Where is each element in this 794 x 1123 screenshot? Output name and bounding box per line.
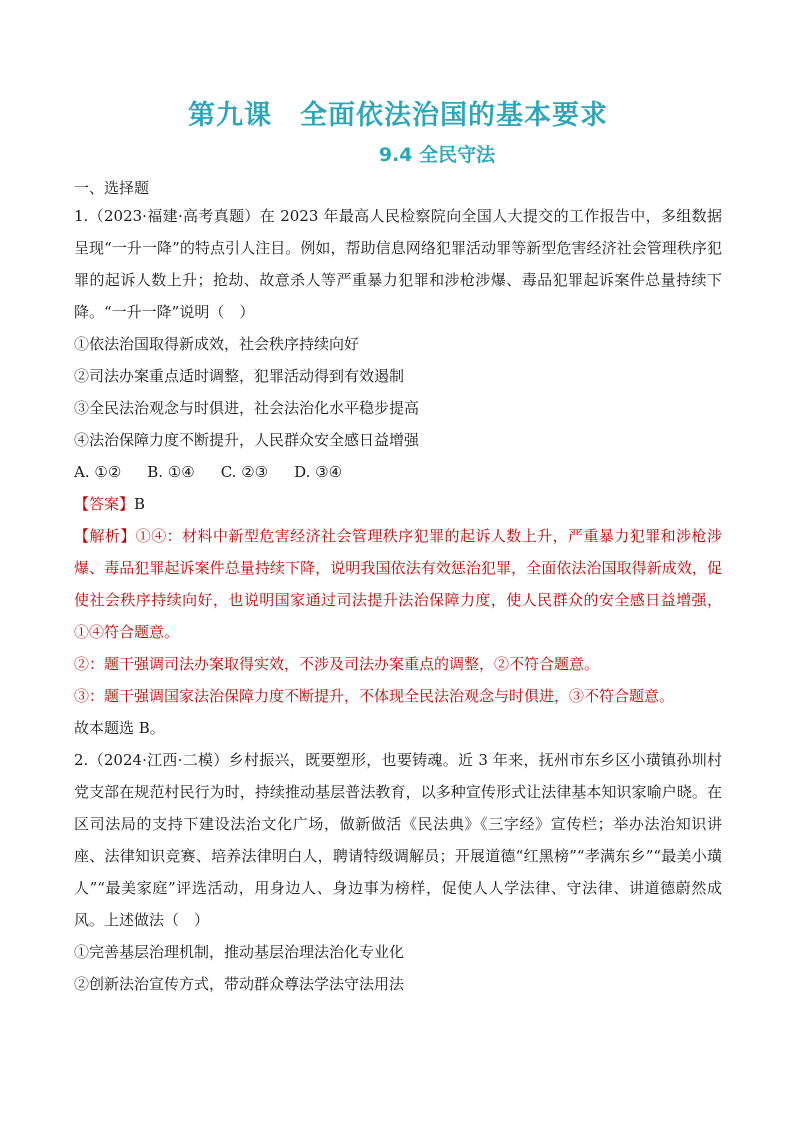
lesson-subtitle: 9.4 全民守法	[378, 144, 496, 166]
analysis-point-2: ②：题干强调司法办案取得实效，不涉及司法办案重点的调整，②不符合题意。	[74, 655, 600, 673]
statement-item: ①完善基层治理机制，推动基层治理法治化专业化	[74, 943, 405, 961]
section-heading: 一、选择题	[74, 179, 150, 197]
statement-item: ④法治保障力度不断提升，人民群众安全感日益增强	[74, 431, 420, 449]
statement-item: ②司法办案重点适时调整，犯罪活动得到有效遏制	[74, 367, 405, 385]
question-stem: 1.（2023·福建·高考真题）在 2023 年最高人民检察院向全国人大提交的工作报告中，多组数据呈现“一升一降”的特点引人注目。例如，帮助信息网络犯罪活动罪等新型危害经济社会管理秩序犯罪的起诉人数上升；抢劫、故意杀人等严重暴力犯罪和涉枪涉爆、毒品犯罪起诉案件总量持续下降。“一升一降”说明（ ）	[74, 207, 722, 321]
answer-line	[74, 488, 722, 520]
option-a: A. ①②	[74, 463, 122, 481]
document-page	[74, 96, 722, 1000]
analysis-text: ①④：材料中新型危害经济社会管理秩序犯罪的起诉人数上升，严重暴力犯罪和涉枪涉爆、毒品犯罪起诉案件总量持续下降，说明我国依法有效惩治犯罪，全面依法治国取得新成效，促使社会秩序持续向好，也说明国家通过司法提升法治保障力度，使人民群众的安全感日益增强，①④符合题意。	[74, 527, 722, 641]
answer-options	[74, 456, 722, 488]
question-2	[74, 744, 722, 1000]
lesson-title: 第九课 全面依法治国的基本要求	[188, 100, 608, 131]
answer-tag: 【答案】	[74, 495, 135, 513]
question-stem: 2.（2024·江西·二模）乡村振兴，既要塑形，也要铸魂。近 3 年来，抚州市东乡区小璜镇孙圳村党支部在规范村民行为时，持续推动基层普法教育，以多种宣传形式让法律基本知识家喻户晓。在区司法局的支持下建设法治文化广场，做新做活《民法典》《三字经》宣传栏；举办法治知识讲座、法律知识竞赛、培养法律明白人，聘请特级调解员；开展道德“红黑榜”“孝满东乡”“最美小璜人”“最美家庭”评选活动，用身边人、身边事为榜样，促使人人学法律、守法律、讲道德蔚然成风。上述做法（ ）	[74, 751, 722, 929]
analysis-point-3: ③：题干强调国家法治保障力度不断提升，不体现全民法治观念与时俱进，③不符合题意。	[74, 687, 675, 705]
statement-item: ①依法治国取得新成效，社会秩序持续向好	[74, 335, 360, 353]
question-1	[74, 200, 722, 744]
conclusion: 故本题选 B。	[74, 719, 165, 737]
option-c: C. ②③	[220, 463, 269, 481]
statement-item: ③全民法治观念与时俱进，社会法治化水平稳步提高	[74, 399, 420, 417]
option-d: D. ③④	[294, 463, 343, 481]
answer-value: B	[134, 495, 146, 513]
option-b: B. ①④	[147, 463, 195, 481]
analysis-paragraph	[74, 520, 722, 648]
statement-item: ②创新法治宣传方式，带动群众尊法学法守法用法	[74, 975, 405, 993]
analysis-tag: 【解析】	[74, 527, 136, 545]
